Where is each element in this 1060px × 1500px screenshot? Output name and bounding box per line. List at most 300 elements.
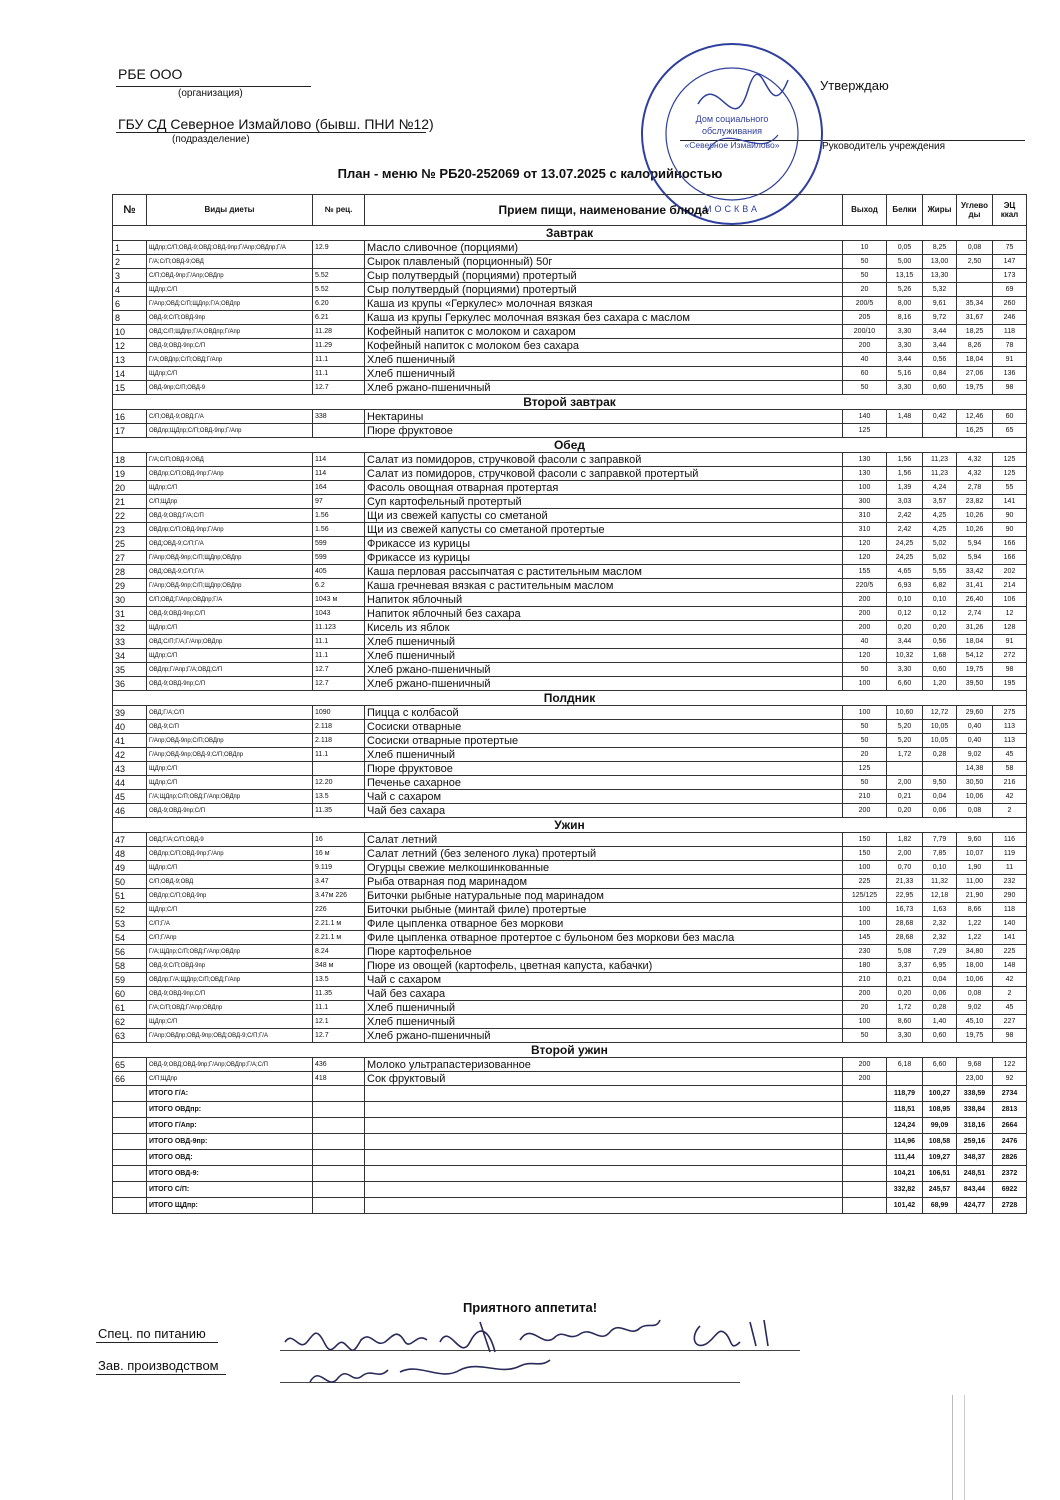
cell-diet: Г/А;ЩДпр;С/П;ОВД;Г/Апр;ОВДпр — [147, 790, 313, 804]
cell-recipe: 436 — [313, 1058, 365, 1072]
table-row — [113, 973, 1027, 987]
cell-no: 2 — [113, 255, 147, 269]
table-row — [113, 283, 1027, 297]
cell-carbs: 23,82 — [957, 495, 993, 509]
cell-fat — [923, 424, 957, 438]
cell-carbs: 30,50 — [957, 776, 993, 790]
cell-protein: 0,21 — [887, 790, 923, 804]
cell-carbs: 0,40 — [957, 720, 993, 734]
col-fat: Жиры — [923, 195, 957, 226]
cell-output: 40 — [843, 353, 887, 367]
cell-no: 23 — [113, 523, 147, 537]
cell-dish: Печенье сахарное — [365, 776, 843, 790]
organization-underline — [116, 86, 311, 87]
total-blank — [843, 1198, 887, 1214]
cell-recipe: 405 — [313, 565, 365, 579]
cell-diet: Г/Апр;ОВД;С/П;ЩДпр;Г/А;ОВДпр — [147, 297, 313, 311]
total-blank — [843, 1134, 887, 1150]
cell-carbs: 16,25 — [957, 424, 993, 438]
total-blank — [365, 1198, 843, 1214]
section-title: Ужин — [113, 818, 1027, 833]
col-diet: Виды диеты — [147, 195, 313, 226]
total-label: ИТОГО ЩДпр: — [147, 1198, 313, 1214]
cell-protein: 0,20 — [887, 621, 923, 635]
stamp-line-1: Дом социального — [695, 114, 769, 124]
cell-carbs: 35,34 — [957, 297, 993, 311]
total-row — [113, 1166, 1027, 1182]
cell-output: 120 — [843, 649, 887, 663]
cell-carbs — [957, 283, 993, 297]
cell-output: 20 — [843, 748, 887, 762]
cell-diet: ОВД;ОВД-9;С/П;Г/А — [147, 565, 313, 579]
cell-dish: Хлеб пшеничный — [365, 748, 843, 762]
cell-recipe: 1.56 — [313, 523, 365, 537]
total-blank — [843, 1102, 887, 1118]
cell-recipe: 97 — [313, 495, 365, 509]
cell-fat: 0,06 — [923, 987, 957, 1001]
cell-no: 8 — [113, 311, 147, 325]
cell-carbs: 0,40 — [957, 734, 993, 748]
cell-diet: Г/А;ЩДпр;С/П;ОВД;Г/Апр;ОВДпр — [147, 945, 313, 959]
table-row — [113, 903, 1027, 917]
cell-fat: 0,28 — [923, 1001, 957, 1015]
cell-recipe: 8.24 — [313, 945, 365, 959]
cell-output: 205 — [843, 311, 887, 325]
cell-recipe: 12.9 — [313, 241, 365, 255]
cell-no: 46 — [113, 804, 147, 818]
total-blank — [313, 1134, 365, 1150]
table-row — [113, 565, 1027, 579]
cell-dish: Молоко ультрапастеризованное — [365, 1058, 843, 1072]
cell-output: 200 — [843, 607, 887, 621]
cell-output: 200 — [843, 621, 887, 635]
cell-output: 60 — [843, 367, 887, 381]
cell-recipe: 226 — [313, 903, 365, 917]
cell-energy: 141 — [993, 931, 1027, 945]
cell-protein: 3,30 — [887, 1029, 923, 1043]
cell-diet: ОВДпр;ЩДпр;С/П;ОВД-9пр;Г/Апр — [147, 424, 313, 438]
cell-no: 12 — [113, 339, 147, 353]
cell-energy: 202 — [993, 565, 1027, 579]
cell-diet: Г/А;ОВДпр;С/П;ОВД;Г/Апр — [147, 353, 313, 367]
department-caption: (подразделение) — [172, 134, 250, 145]
cell-fat: 3,44 — [923, 325, 957, 339]
cell-output: 310 — [843, 509, 887, 523]
table-row — [113, 875, 1027, 889]
cell-protein: 16,73 — [887, 903, 923, 917]
cell-no: 58 — [113, 959, 147, 973]
table-row — [113, 593, 1027, 607]
total-blank — [843, 1182, 887, 1198]
total-blank — [365, 1166, 843, 1182]
cell-fat: 0,60 — [923, 381, 957, 395]
cell-diet: Г/Апр;ОВД-9пр;С/П;ЩДпр;ОВДпр — [147, 579, 313, 593]
cell-fat: 0,56 — [923, 353, 957, 367]
section-row — [113, 1043, 1027, 1058]
cell-diet: ЩДпр;С/П;ОВД-9;ОВД;ОВД-9пр;Г/Апр;ОВДпр;Г/А — [147, 241, 313, 255]
cell-protein: 24,25 — [887, 537, 923, 551]
table-row — [113, 720, 1027, 734]
cell-recipe: 16 — [313, 833, 365, 847]
approve-label: Утверждаю — [820, 78, 889, 93]
table-row — [113, 1058, 1027, 1072]
cell-output: 200 — [843, 987, 887, 1001]
cell-energy: 272 — [993, 649, 1027, 663]
cell-protein: 5,20 — [887, 734, 923, 748]
cell-dish: Салат летний (без зеленого лука) протертый — [365, 847, 843, 861]
cell-fat: 2,32 — [923, 917, 957, 931]
cell-carbs: 18,25 — [957, 325, 993, 339]
cell-dish: Фрикассе из курицы — [365, 551, 843, 565]
cell-recipe: 11.1 — [313, 1001, 365, 1015]
cell-no: 29 — [113, 579, 147, 593]
cell-fat: 0,84 — [923, 367, 957, 381]
col-output: Выход — [843, 195, 887, 226]
cell-energy: 118 — [993, 903, 1027, 917]
cell-protein: 3,03 — [887, 495, 923, 509]
cell-recipe: 11.1 — [313, 367, 365, 381]
cell-recipe: 11.35 — [313, 804, 365, 818]
total-protein: 111,44 — [887, 1150, 923, 1166]
cell-output: 300 — [843, 495, 887, 509]
cell-diet: ЩДпр;С/П — [147, 481, 313, 495]
cell-output: 50 — [843, 269, 887, 283]
cell-fat: 0,56 — [923, 635, 957, 649]
cell-output: 200 — [843, 804, 887, 818]
cell-dish: Пюре картофельное — [365, 945, 843, 959]
cell-recipe: 418 — [313, 1072, 365, 1086]
cell-no: 15 — [113, 381, 147, 395]
cell-fat: 5,02 — [923, 551, 957, 565]
cell-diet: ОВДпр;С/П;ОВД-9пр — [147, 889, 313, 903]
cell-fat: 7,29 — [923, 945, 957, 959]
stamp-line-3: «Северное Измайлово» — [684, 140, 780, 150]
cell-carbs: 0,08 — [957, 241, 993, 255]
cell-diet: Г/А;С/П;ОВД-9;ОВД — [147, 255, 313, 269]
total-fat: 99,09 — [923, 1118, 957, 1134]
total-fat: 68,99 — [923, 1198, 957, 1214]
cell-recipe: 6.2 — [313, 579, 365, 593]
total-fat: 245,57 — [923, 1182, 957, 1198]
cell-protein: 3,44 — [887, 353, 923, 367]
cell-no: 53 — [113, 917, 147, 931]
cell-dish: Каша из крупы Геркулес молочная вязкая без сахара с маслом — [365, 311, 843, 325]
cell-no: 59 — [113, 973, 147, 987]
cell-energy: 260 — [993, 297, 1027, 311]
cell-energy: 78 — [993, 339, 1027, 353]
cell-fat: 9,61 — [923, 297, 957, 311]
cell-no: 19 — [113, 467, 147, 481]
cell-carbs: 9,02 — [957, 1001, 993, 1015]
cell-dish: Чай без сахара — [365, 804, 843, 818]
cell-energy: 12 — [993, 607, 1027, 621]
cell-no: 30 — [113, 593, 147, 607]
cell-energy: 2 — [993, 987, 1027, 1001]
cell-no: 10 — [113, 325, 147, 339]
cell-diet: ЩДпр;С/П — [147, 621, 313, 635]
cell-fat: 13,30 — [923, 269, 957, 283]
cell-output: 230 — [843, 945, 887, 959]
cell-energy: 69 — [993, 283, 1027, 297]
total-row — [113, 1118, 1027, 1134]
total-blank — [113, 1150, 147, 1166]
cell-recipe: 2.118 — [313, 734, 365, 748]
cell-output: 130 — [843, 467, 887, 481]
organization-name: РБЕ ООО — [118, 66, 183, 82]
cell-diet: ОВДпр;Г/Апр;Г/А;ОВД;С/П — [147, 663, 313, 677]
section-title: Обед — [113, 438, 1027, 453]
cell-no: 31 — [113, 607, 147, 621]
cell-diet: ОВД-9;ОВД-9пр;С/П — [147, 677, 313, 691]
cell-protein: 6,93 — [887, 579, 923, 593]
cell-dish: Фрикассе из курицы — [365, 537, 843, 551]
total-energy: 2664 — [993, 1118, 1027, 1134]
cell-no: 21 — [113, 495, 147, 509]
total-blank — [313, 1150, 365, 1166]
cell-no: 3 — [113, 269, 147, 283]
cell-energy: 42 — [993, 790, 1027, 804]
cell-protein: 0,20 — [887, 987, 923, 1001]
cell-no: 39 — [113, 706, 147, 720]
cell-protein: 1,82 — [887, 833, 923, 847]
cell-dish: Пюре фруктовое — [365, 424, 843, 438]
cell-carbs: 4,32 — [957, 467, 993, 481]
cell-diet: ОВД-9;ОВД;Г/А;С/П — [147, 509, 313, 523]
cell-diet: ЩДпр;С/П — [147, 903, 313, 917]
cell-dish: Пицца с колбасой — [365, 706, 843, 720]
cell-energy: 246 — [993, 311, 1027, 325]
cell-recipe: 11.1 — [313, 649, 365, 663]
total-carbs: 843,44 — [957, 1182, 993, 1198]
total-fat: 100,27 — [923, 1086, 957, 1102]
col-no: № — [113, 195, 147, 226]
cell-dish: Хлеб ржано-пшеничный — [365, 677, 843, 691]
section-title: Завтрак — [113, 226, 1027, 241]
total-label: ИТОГО С/П: — [147, 1182, 313, 1198]
cell-recipe: 11.123 — [313, 621, 365, 635]
cell-recipe: 114 — [313, 467, 365, 481]
cell-fat: 4,25 — [923, 509, 957, 523]
cell-no: 60 — [113, 987, 147, 1001]
cell-fat: 10,05 — [923, 734, 957, 748]
cell-fat: 0,10 — [923, 593, 957, 607]
cell-output: 155 — [843, 565, 887, 579]
total-carbs: 248,51 — [957, 1166, 993, 1182]
cell-recipe: 12.20 — [313, 776, 365, 790]
total-energy: 2813 — [993, 1102, 1027, 1118]
cell-dish: Филе цыпленка отварное без моркови — [365, 917, 843, 931]
cell-no: 41 — [113, 734, 147, 748]
cell-dish: Каша перловая рассыпчатая с растительным маслом — [365, 565, 843, 579]
table-row — [113, 495, 1027, 509]
total-label: ИТОГО Г/Апр: — [147, 1118, 313, 1134]
cell-fat: 8,25 — [923, 241, 957, 255]
table-row — [113, 297, 1027, 311]
cell-protein: 5,00 — [887, 255, 923, 269]
cell-dish: Хлеб ржано-пшеничный — [365, 381, 843, 395]
cell-carbs: 21,90 — [957, 889, 993, 903]
cell-no: 14 — [113, 367, 147, 381]
cell-recipe: 12.7 — [313, 663, 365, 677]
cell-protein: 3,30 — [887, 381, 923, 395]
cell-fat: 0,42 — [923, 410, 957, 424]
total-label: ИТОГО ОВД-9: — [147, 1166, 313, 1182]
cell-recipe: 2.118 — [313, 720, 365, 734]
cell-fat: 5,55 — [923, 565, 957, 579]
table-row — [113, 1072, 1027, 1086]
cell-carbs: 19,75 — [957, 1029, 993, 1043]
cell-output: 50 — [843, 720, 887, 734]
cell-output: 200 — [843, 1072, 887, 1086]
table-row — [113, 1001, 1027, 1015]
cell-recipe: 114 — [313, 453, 365, 467]
organization-caption: (организация) — [178, 88, 243, 99]
cell-energy: 141 — [993, 495, 1027, 509]
cell-protein: 2,42 — [887, 523, 923, 537]
cell-no: 52 — [113, 903, 147, 917]
cell-no: 34 — [113, 649, 147, 663]
cell-protein: 0,10 — [887, 593, 923, 607]
cell-no: 45 — [113, 790, 147, 804]
cell-fat: 5,02 — [923, 537, 957, 551]
cell-protein: 5,16 — [887, 367, 923, 381]
cell-dish: Хлеб пшеничный — [365, 367, 843, 381]
cell-recipe: 1043 — [313, 607, 365, 621]
cell-recipe: 599 — [313, 551, 365, 565]
cell-energy: 116 — [993, 833, 1027, 847]
cell-dish: Каша из крупы «Геркулес» молочная вязкая — [365, 297, 843, 311]
cell-carbs: 18,04 — [957, 635, 993, 649]
cell-diet: С/П;ЩДпр — [147, 495, 313, 509]
cell-output: 310 — [843, 523, 887, 537]
cell-no: 56 — [113, 945, 147, 959]
cell-carbs: 2,78 — [957, 481, 993, 495]
cell-energy: 65 — [993, 424, 1027, 438]
total-protein: 114,96 — [887, 1134, 923, 1150]
bon-appetit: Приятного аппетита! — [462, 1300, 598, 1315]
table-row — [113, 311, 1027, 325]
cell-dish: Сосиски отварные — [365, 720, 843, 734]
cell-diet: ОВД-9;С/П;ОВД-9пр — [147, 959, 313, 973]
cell-recipe: 12.1 — [313, 1015, 365, 1029]
cell-no: 25 — [113, 537, 147, 551]
cell-protein: 3,30 — [887, 325, 923, 339]
total-protein: 118,51 — [887, 1102, 923, 1118]
section-title: Второй завтрак — [113, 395, 1027, 410]
table-row — [113, 255, 1027, 269]
cell-carbs: 14,38 — [957, 762, 993, 776]
cell-no: 1 — [113, 241, 147, 255]
table-row — [113, 621, 1027, 635]
cell-recipe: 12.7 — [313, 381, 365, 395]
cell-recipe: 1043 м — [313, 593, 365, 607]
total-protein: 101,42 — [887, 1198, 923, 1214]
cell-energy: 173 — [993, 269, 1027, 283]
cell-energy: 92 — [993, 1072, 1027, 1086]
cell-protein: 0,05 — [887, 241, 923, 255]
cell-energy: 195 — [993, 677, 1027, 691]
cell-output: 10 — [843, 241, 887, 255]
cell-energy: 11 — [993, 861, 1027, 875]
total-blank — [365, 1150, 843, 1166]
cell-fat: 3,57 — [923, 495, 957, 509]
cell-recipe: 599 — [313, 537, 365, 551]
cell-fat: 0,60 — [923, 1029, 957, 1043]
cell-diet: ОВДпр;С/П;ОВД-9пр;Г/Апр — [147, 467, 313, 481]
cell-diet: ОВД;ОВД-9;С/П;Г/А — [147, 537, 313, 551]
cell-energy: 91 — [993, 353, 1027, 367]
col-energy: ЭЦ ккал — [993, 195, 1027, 226]
table-row — [113, 804, 1027, 818]
cell-output: 50 — [843, 255, 887, 269]
head-caption: Руководитель учреждения — [822, 141, 946, 152]
cell-recipe: 11.1 — [313, 635, 365, 649]
cell-energy: 119 — [993, 847, 1027, 861]
table-row — [113, 959, 1027, 973]
cell-dish: Кофейный напиток с молоком и сахаром — [365, 325, 843, 339]
cell-fat: 1,20 — [923, 677, 957, 691]
total-carbs: 338,59 — [957, 1086, 993, 1102]
cell-recipe: 6.21 — [313, 311, 365, 325]
cell-recipe: 1090 — [313, 706, 365, 720]
cell-output: 100 — [843, 917, 887, 931]
cell-energy: 148 — [993, 959, 1027, 973]
cell-recipe — [313, 255, 365, 269]
total-blank — [843, 1086, 887, 1102]
cell-protein: 3,44 — [887, 635, 923, 649]
cell-dish: Напиток яблочный без сахара — [365, 607, 843, 621]
cell-diet: ОВД-9;ОВД-9пр;С/П — [147, 339, 313, 353]
table-row — [113, 367, 1027, 381]
cell-carbs: 31,41 — [957, 579, 993, 593]
cell-no: 66 — [113, 1072, 147, 1086]
cell-fat: 2,32 — [923, 931, 957, 945]
cell-diet: С/П;Г/Апр — [147, 931, 313, 945]
cell-output: 200/10 — [843, 325, 887, 339]
cell-carbs: 29,60 — [957, 706, 993, 720]
cell-dish: Хлеб ржано-пшеничный — [365, 663, 843, 677]
cell-protein: 10,60 — [887, 706, 923, 720]
cell-diet: ОВД-9;С/П;ОВД-9пр — [147, 311, 313, 325]
table-row — [113, 762, 1027, 776]
table-header-row — [113, 195, 1027, 226]
cell-diet: С/П;ЩДпр — [147, 1072, 313, 1086]
cell-protein: 1,72 — [887, 1001, 923, 1015]
cell-diet: С/П;ОВД;Г/Апр;ОВДпр;Г/А — [147, 593, 313, 607]
cell-output: 100 — [843, 903, 887, 917]
cell-fat: 0,12 — [923, 607, 957, 621]
cell-recipe: 12.7 — [313, 677, 365, 691]
cell-output: 125/125 — [843, 889, 887, 903]
cell-output: 200 — [843, 1058, 887, 1072]
total-blank — [113, 1198, 147, 1214]
cell-dish: Щи из свежей капусты со сметаной — [365, 509, 843, 523]
cell-diet: Г/Апр;ОВД-9пр;С/П;ЩДпр;ОВДпр — [147, 551, 313, 565]
table-row — [113, 635, 1027, 649]
table-row — [113, 410, 1027, 424]
cell-carbs: 10,06 — [957, 973, 993, 987]
cell-fat: 4,25 — [923, 523, 957, 537]
cell-recipe: 2.21.1 м — [313, 931, 365, 945]
table-row — [113, 1029, 1027, 1043]
table-row — [113, 269, 1027, 283]
cell-protein: 13,15 — [887, 269, 923, 283]
total-protein: 118,79 — [887, 1086, 923, 1102]
cell-carbs: 9,02 — [957, 748, 993, 762]
cell-diet: ОВД;Г/А;С/П — [147, 706, 313, 720]
cell-output: 50 — [843, 734, 887, 748]
cell-output: 100 — [843, 1015, 887, 1029]
